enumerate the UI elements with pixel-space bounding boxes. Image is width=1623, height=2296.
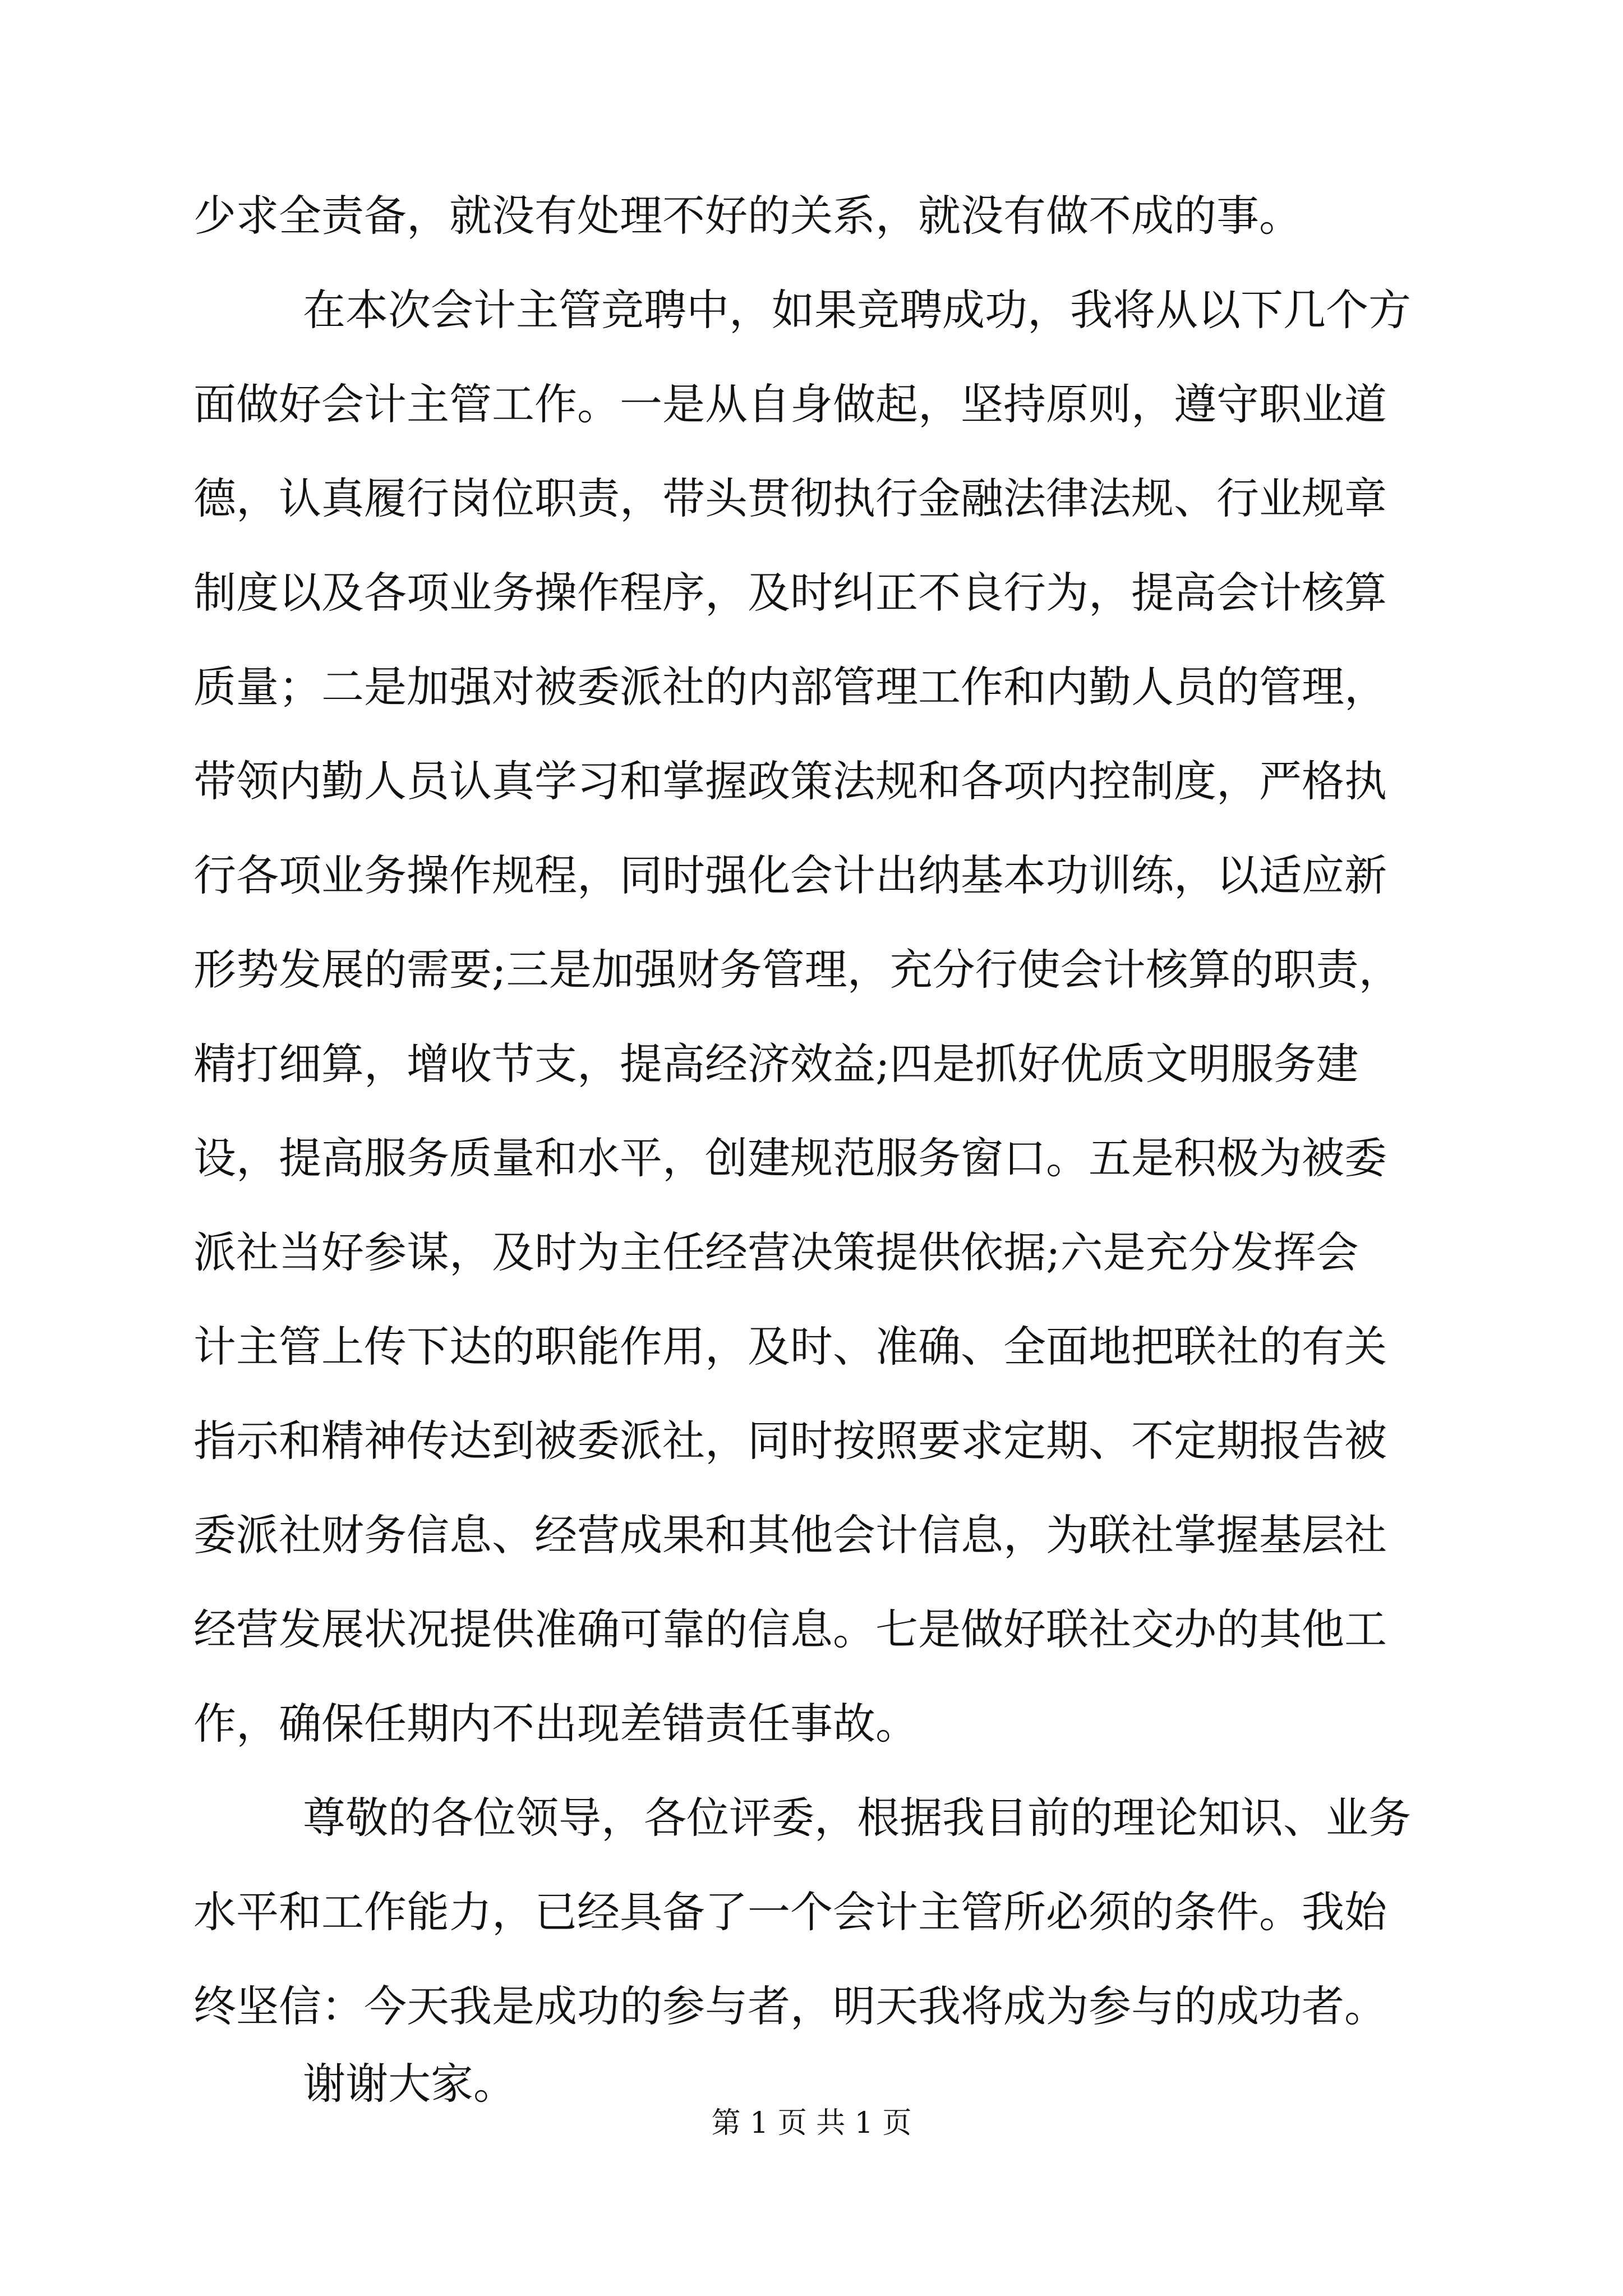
text-line: 终坚信：今天我是成功的参与者，明天我将成为参与的成功者。 (193, 1981, 1387, 2031)
text-line: 精打细算，增收节支，提高经济效益;四是抓好优质文明服务建 (193, 1039, 1359, 1089)
page-footer: 第 1 页 共 1 页 (711, 2106, 912, 2140)
text-line: 质量；二是加强对被委派社的内部管理工作和内勤人员的管理， (193, 662, 1387, 712)
text-line: 委派社财务信息、经营成果和其他会计信息，为联社掌握基层社 (193, 1510, 1387, 1560)
text-line: 在本次会计主管竞聘中，如果竞聘成功，我将从以下几个方 (303, 285, 1411, 335)
text-line: 派社当好参谋，及时为主任经营决策提供依据;六是充分发挥会 (193, 1227, 1359, 1277)
text-line: 设，提高服务质量和水平，创建规范服务窗口。五是积极为被委 (193, 1133, 1387, 1183)
text-line: 制度以及各项业务操作程序，及时纠正不良行为，提高会计核算 (193, 568, 1387, 618)
text-line: 经营发展状况提供准确可靠的信息。七是做好联社交办的其他工 (193, 1604, 1387, 1654)
text-line: 谢谢大家。 (303, 2059, 516, 2109)
text-line: 形势发展的需要;三是加强财务管理，充分行使会计核算的职责， (193, 945, 1401, 995)
text-line: 计主管上传下达的职能作用，及时、准确、全面地把联社的有关 (193, 1322, 1387, 1372)
text-line: 带领内勤人员认真学习和掌握政策法规和各项内控制度，严格执 (193, 756, 1387, 806)
text-line: 水平和工作能力，已经具备了一个会计主管所必须的条件。我始 (193, 1887, 1387, 1937)
text-line: 少求全责备，就没有处理不好的关系，就没有做不成的事。 (193, 191, 1302, 241)
text-line: 面做好会计主管工作。一是从自身做起，坚持原则，遵守职业道 (193, 379, 1387, 429)
text-line: 作，确保任期内不出现差错责任事故。 (193, 1699, 918, 1749)
text-line: 尊敬的各位领导，各位评委，根据我目前的理论知识、业务 (303, 1793, 1411, 1843)
text-line: 德，认真履行岗位职责，带头贯彻执行金融法律法规、行业规章 (193, 473, 1387, 523)
text-line: 指示和精神传达到被委派社，同时按照要求定期、不定期报告被 (193, 1416, 1387, 1466)
text-line: 行各项业务操作规程，同时强化会计出纳基本功训练，以适应新 (193, 850, 1387, 900)
